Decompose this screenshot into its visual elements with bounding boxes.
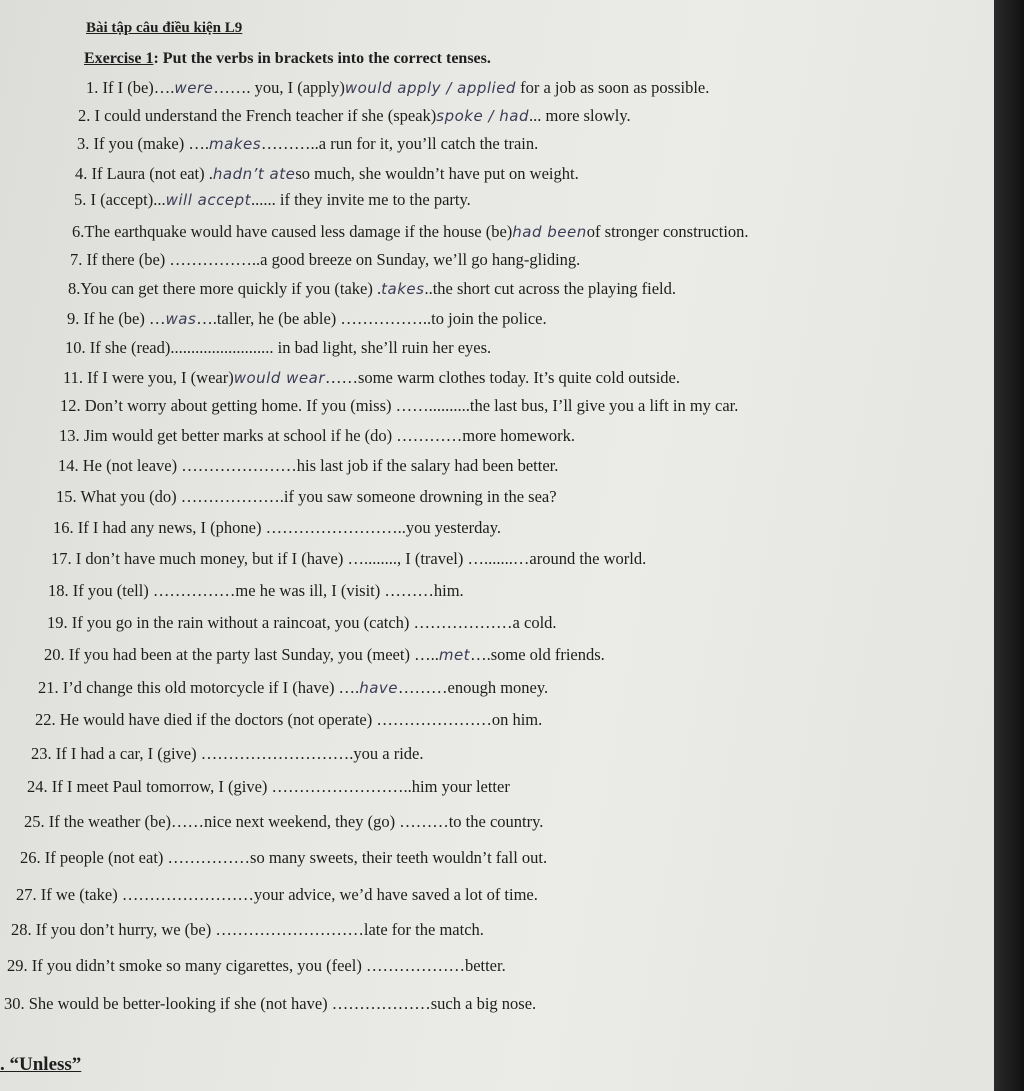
exercise-item (78, 106, 631, 126)
exercise-item (67, 309, 547, 329)
item-text: ….some old friends. (470, 645, 605, 664)
exercise-item (77, 134, 538, 154)
item-text: 14. He (not leave) …………………his last job if the salary had been better. (58, 456, 559, 475)
item-text: ….taller, he (be able) ……………..to join the police. (196, 309, 547, 328)
exercise-item (53, 518, 501, 538)
item-text: 16. If I had any news, I (phone) ……………………..you yesterday. (53, 518, 501, 537)
item-text: 6.The earthquake would have caused less damage if the house (be) (72, 222, 513, 241)
handwritten-answer: have (359, 679, 398, 697)
exercise-item (31, 744, 423, 764)
item-text: 28. If you don’t hurry, we (be) ………………………late for the match. (11, 920, 484, 939)
item-text: 22. He would have died if the doctors (not operate) …………………on him. (35, 710, 543, 729)
exercise-item (56, 487, 557, 507)
exercise-item (44, 645, 605, 665)
item-text: ………..a run for it, you’ll catch the train. (261, 134, 539, 153)
item-text: 20. If you had been at the party last Sunday, you (meet) ….. (44, 645, 439, 664)
exercise-item (86, 78, 709, 98)
item-text: 24. If I meet Paul tomorrow, I (give) ……………………..him your letter (27, 777, 510, 796)
exercise-item (74, 190, 471, 210)
exercise-item (35, 710, 542, 730)
handwritten-answer: spoke / had (436, 107, 530, 125)
item-text: 13. Jim would get better marks at school if he (do) …………more homework. (59, 426, 575, 445)
item-text: ……some warm clothes today. It’s quite cold outside. (325, 368, 680, 387)
exercise-item (7, 956, 506, 976)
item-text: 15. What you (do) ……………….if you saw someone drowning in the sea? (56, 487, 557, 506)
item-text: 7. If there (be) ……………..a good breeze on Sunday, we’ll go hang-gliding. (70, 250, 581, 269)
exercise-item (27, 777, 510, 797)
exercise-item (16, 885, 538, 905)
exercise-item (58, 456, 558, 476)
handwritten-answer: met (438, 646, 471, 664)
exercise-item (51, 549, 646, 569)
exercise-item (60, 396, 738, 416)
handwritten-answer: will accept (165, 191, 251, 209)
item-text: ……. you, I (apply) (213, 78, 345, 97)
item-text: 11. If I were you, I (wear) (63, 368, 234, 387)
exercise-item (38, 678, 548, 698)
handwritten-answer: would wear (233, 369, 325, 387)
handwritten-answer: was (165, 310, 197, 328)
item-text: 5. I (accept)... (74, 190, 166, 209)
item-text: 17. I don’t have much money, but if I (have) …........, I (travel) ….......…around the world. (51, 549, 647, 568)
item-text: 30. She would be better-looking if she (not have) ………………such a big nose. (4, 994, 537, 1013)
exercise-item (47, 613, 557, 633)
exercise-item (20, 848, 547, 868)
section-unless-heading: . “Unless” (0, 1054, 82, 1075)
dark-background-edge (994, 0, 1024, 1091)
worksheet-title: Bài tập câu điều kiện L9 (86, 20, 243, 36)
item-text: 12. Don’t worry about getting home. If you (miss) ……..........the last bus, I’ll give you a lift in my car. (60, 396, 739, 415)
item-text: 23. If I had a car, I (give) ……………………….you a ride. (31, 744, 424, 763)
item-text: ..the short cut across the playing field. (424, 279, 676, 298)
handwritten-answer: would apply / applied (344, 79, 516, 97)
exercise-item (48, 581, 464, 601)
item-text: 3. If you (make) …. (77, 134, 209, 153)
item-text: ...... if they invite me to the party. (250, 190, 471, 209)
exercise-label: Exercise 1 (84, 50, 154, 67)
item-text: 21. I’d change this old motorcycle if I (have) …. (38, 678, 360, 697)
exercise-item (70, 250, 580, 270)
exercise-item (63, 368, 680, 388)
item-text: ... more slowly. (529, 106, 631, 125)
handwritten-answer: hadn’t ate (212, 165, 296, 183)
item-text: 4. If Laura (not eat) . (75, 164, 213, 183)
handwritten-answer: were (174, 79, 214, 97)
handwritten-answer: takes (381, 280, 425, 298)
exercise-item (65, 338, 491, 358)
item-text: 25. If the weather (be)……nice next weekend, they (go) ………to the country. (24, 812, 544, 831)
item-text: 2. I could understand the French teacher if she (speak) (78, 106, 437, 125)
exercise-item (72, 222, 749, 242)
exercise-instruction: : Put the verbs in brackets into the correct tenses. (153, 50, 491, 67)
exercise-item (4, 994, 536, 1014)
item-text: 1. If I (be)…. (86, 78, 175, 97)
item-text: 19. If you go in the rain without a raincoat, you (catch) ………………a cold. (47, 613, 557, 632)
exercise-item (75, 164, 579, 184)
item-text: 26. If people (not eat) ……………so many sweets, their teeth wouldn’t fall out. (20, 848, 548, 867)
item-text: 18. If you (tell) ……………me he was ill, I (visit) ………him. (48, 581, 464, 600)
item-text: 9. If he (be) … (67, 309, 166, 328)
item-text: ………enough money. (398, 678, 549, 697)
item-text: of stronger construction. (586, 222, 749, 241)
exercise-item (11, 920, 484, 940)
item-text: 29. If you didn’t smoke so many cigarettes, you (feel) ………………better. (7, 956, 506, 975)
handwritten-answer: had been (512, 223, 587, 241)
exercise-item (24, 812, 543, 832)
item-text: so much, she wouldn’t have put on weight. (295, 164, 579, 183)
item-text: 8.You can get there more quickly if you (take) . (68, 279, 382, 298)
item-text: 27. If we (take) ……………………your advice, we’d have saved a lot of time. (16, 885, 538, 904)
exercise-item (68, 279, 676, 299)
exercise-item (59, 426, 575, 446)
exercise-heading (84, 50, 491, 68)
item-text: 10. If she (read)......................... in bad light, she’ll ruin her eyes. (65, 338, 492, 357)
item-text: for a job as soon as possible. (515, 78, 710, 97)
handwritten-answer: makes (208, 135, 262, 153)
